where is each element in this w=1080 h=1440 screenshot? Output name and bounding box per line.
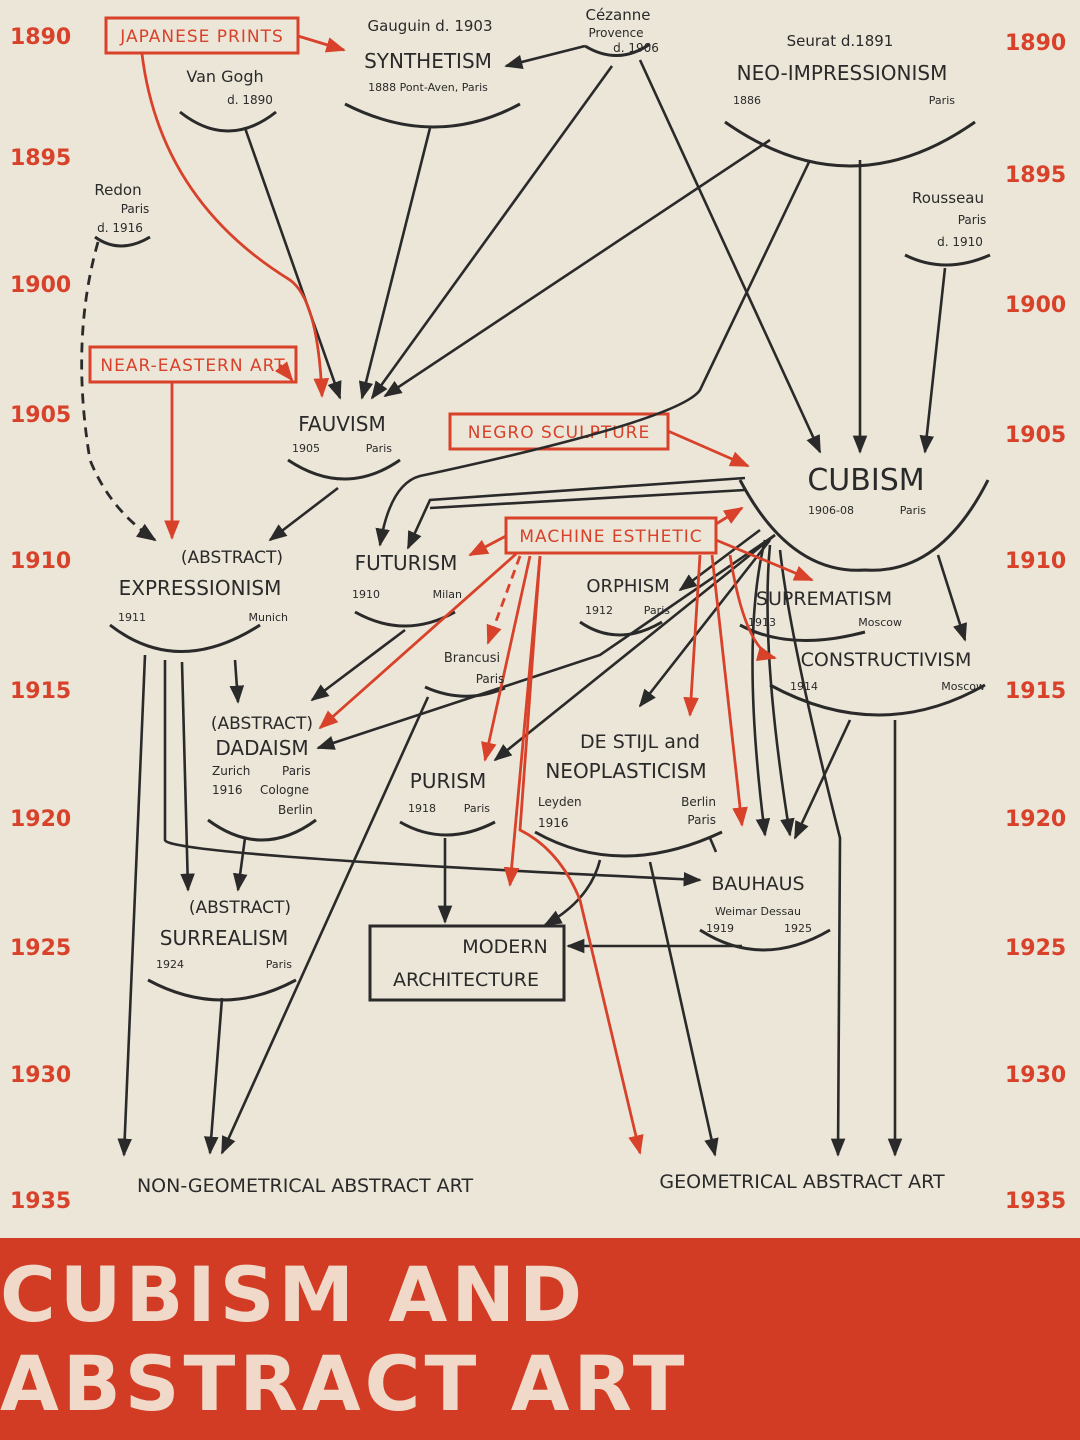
bauhaus-year-2: 1925 <box>784 922 812 935</box>
suprematism-year: 1913 <box>748 616 776 629</box>
non-geometrical-abstract-art-label: NON-GEOMETRICAL ABSTRACT ART <box>136 1175 474 1197</box>
japanese-prints-label: JAPANESE PRINTS <box>120 27 284 47</box>
surrealism-year: 1924 <box>156 958 184 971</box>
suprematism-title: SUPREMATISM <box>755 588 893 610</box>
modern-architecture-line2: ARCHITECTURE <box>392 969 540 991</box>
constructivism-year: 1914 <box>790 680 818 693</box>
machine-esthetic-label: MACHINE ESTHETIC <box>519 527 703 547</box>
synthetism-title: SYNTHETISM <box>364 49 492 73</box>
dadaism-place-berlin: Berlin <box>278 803 313 817</box>
year-label: 1900 <box>10 273 72 298</box>
year-label: 1920 <box>1005 807 1067 832</box>
cezanne-place: Provence <box>588 26 644 40</box>
year-label: 1890 <box>1005 31 1067 56</box>
page-title: CUBISM AND ABSTRACT ART <box>0 1250 689 1428</box>
dadaism-year: 1916 <box>212 783 243 797</box>
year-label: 1910 <box>10 549 72 574</box>
neo-impressionism-place: Paris <box>928 94 955 107</box>
fauvism-year: 1905 <box>292 442 320 455</box>
geometrical-abstract-art-label: GEOMETRICAL ABSTRACT ART <box>659 1171 945 1193</box>
orphism-title: ORPHISM <box>586 576 670 597</box>
dadaism-prefix: (ABSTRACT) <box>210 714 314 734</box>
bauhaus-title: BAUHAUS <box>711 873 805 895</box>
year-label: 1905 <box>10 403 72 428</box>
de-stijl-place-berlin: Berlin <box>681 795 716 809</box>
surrealism-title: SURREALISM <box>159 926 289 950</box>
cezanne-label: Cézanne <box>585 6 651 24</box>
redon-label: Redon <box>94 181 142 199</box>
purism-place: Paris <box>463 802 490 815</box>
expressionism-title: EXPRESSIONISM <box>118 576 282 600</box>
year-label: 1935 <box>10 1189 72 1214</box>
de-stijl-place-leyden: Leyden <box>538 795 582 809</box>
year-axis-right <box>1005 31 1066 1214</box>
title-banner <box>0 1238 1080 1440</box>
year-label: 1895 <box>1005 163 1067 188</box>
year-label: 1925 <box>10 936 72 961</box>
rousseau-death: d. 1910 <box>937 235 983 249</box>
year-label: 1910 <box>1005 549 1067 574</box>
de-stijl-place-paris: Paris <box>687 813 716 827</box>
purism-title: PURISM <box>409 769 487 793</box>
redon-death: d. 1916 <box>97 221 143 235</box>
expressionism-prefix: (ABSTRACT) <box>180 548 284 568</box>
surrealism-prefix: (ABSTRACT) <box>188 898 292 918</box>
cezanne-death: d. 1906 <box>613 41 659 55</box>
cubism-place: Paris <box>899 504 926 517</box>
surrealism-place: Paris <box>265 958 292 971</box>
modern-architecture-line1: MODERN <box>462 936 548 958</box>
brancusi-place: Paris <box>475 672 505 686</box>
van-gogh-death: d. 1890 <box>227 93 273 107</box>
neo-impressionism-title: NEO-IMPRESSIONISM <box>736 61 948 85</box>
year-label: 1915 <box>1005 679 1067 704</box>
rousseau-place: Paris <box>957 213 987 227</box>
year-label: 1930 <box>1005 1063 1067 1088</box>
year-label: 1890 <box>10 25 72 50</box>
expressionism-year: 1911 <box>118 611 146 624</box>
van-gogh-label: Van Gogh <box>186 67 264 86</box>
year-label: 1905 <box>1005 423 1067 448</box>
rousseau-label: Rousseau <box>912 189 984 207</box>
constructivism-place: Moscow <box>941 680 985 693</box>
brancusi-label: Brancusi <box>443 651 501 666</box>
futurism-year: 1910 <box>352 588 380 601</box>
year-label: 1920 <box>10 807 72 832</box>
orphism-place: Paris <box>643 604 670 617</box>
purism-year: 1918 <box>408 802 436 815</box>
constructivism-title: CONSTRUCTIVISM <box>800 649 972 671</box>
near-eastern-art-label: NEAR-EASTERN ART <box>100 356 286 376</box>
gauguin-label: Gauguin d. 1903 <box>367 17 493 35</box>
redon-place: Paris <box>120 202 150 216</box>
redon-dashed-arrow <box>82 242 155 540</box>
de-stijl-year: 1916 <box>538 816 569 830</box>
year-axis-left <box>10 25 71 1214</box>
year-label: 1915 <box>10 679 72 704</box>
diagram-labels <box>94 6 986 1197</box>
cubism-year: 1906-08 <box>808 504 854 517</box>
futurism-place: Milan <box>432 588 462 601</box>
fauvism-title: FAUVISM <box>298 412 386 436</box>
synthetism-info: 1888 Pont-Aven, Paris <box>368 81 488 94</box>
neo-impressionism-year: 1886 <box>733 94 761 107</box>
suprematism-place: Moscow <box>858 616 902 629</box>
year-label: 1935 <box>1005 1189 1067 1214</box>
year-label: 1925 <box>1005 936 1067 961</box>
year-label: 1930 <box>10 1063 72 1088</box>
dadaism-place-paris: Paris <box>282 764 311 778</box>
dadaism-title: DADAISM <box>215 736 309 760</box>
fauvism-place: Paris <box>365 442 392 455</box>
influence-boxes <box>90 18 716 553</box>
movement-arcs <box>95 44 990 1000</box>
dadaism-place-zurich: Zurich <box>212 764 251 778</box>
orphism-year: 1912 <box>585 604 613 617</box>
bauhaus-places: Weimar Dessau <box>715 905 801 918</box>
futurism-title: FUTURISM <box>354 551 458 575</box>
dadaism-place-cologne: Cologne <box>260 783 310 797</box>
seurat-label: Seurat d.1891 <box>786 32 894 50</box>
cubism-title: CUBISM <box>807 463 925 498</box>
negro-sculpture-label: NEGRO SCULPTURE <box>467 423 651 443</box>
year-label: 1900 <box>1005 293 1067 318</box>
expressionism-place: Munich <box>248 611 288 624</box>
year-label: 1895 <box>10 146 72 171</box>
de-stijl-line1: DE STIJL and <box>580 731 700 753</box>
de-stijl-line2: NEOPLASTICISM <box>545 759 707 783</box>
bauhaus-year-1: 1919 <box>706 922 734 935</box>
